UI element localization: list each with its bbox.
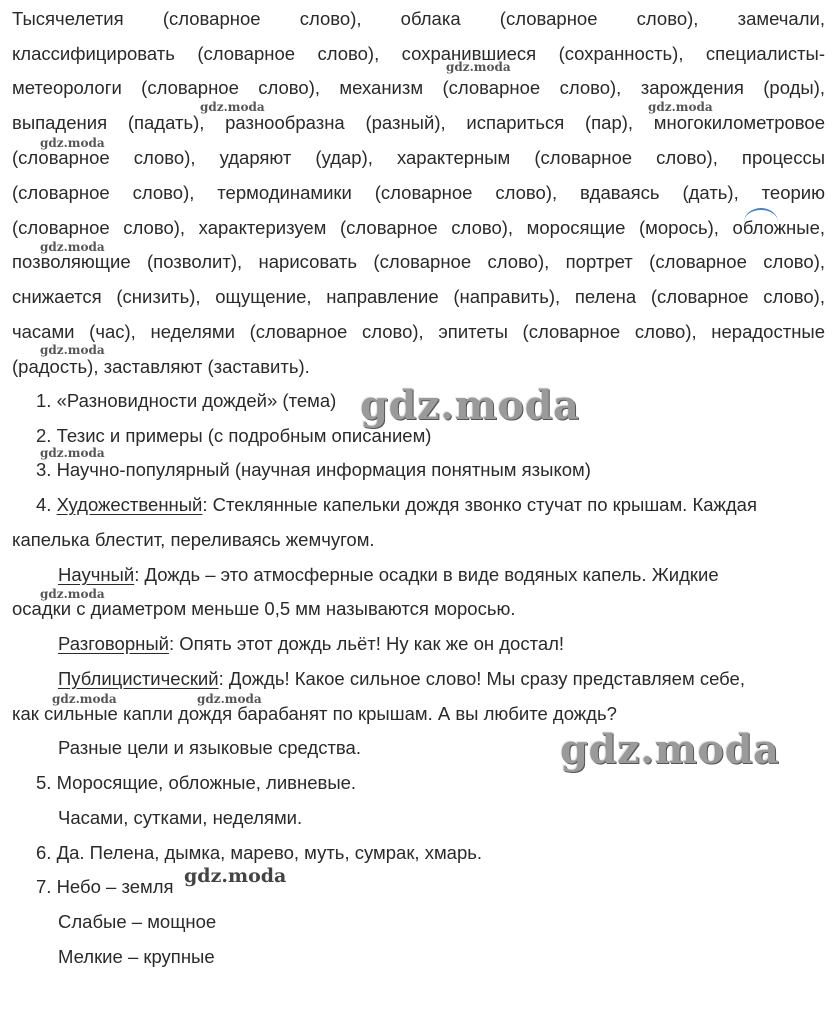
watermark: gdz.moda [40,136,105,150]
item-number: 4. [36,494,52,515]
paragraph-line: Тысячелетия (словарное слово), облака (словарное слово), замечали, [12,8,825,29]
style-label-scientific: Научный [58,564,135,585]
style-label-colloquial: Разговорный [58,633,169,654]
watermark: gdz.moda [184,865,287,887]
watermark: gdz.moda [446,60,511,74]
paragraph-line: позволяющие (позволит), нарисовать (словарное слово), портрет (словарное слово), [12,251,825,272]
list-item-7: 7. Небо – земля [36,876,174,897]
paragraph-line: метеорологи (словарное слово), механизм (словарное слово), зарождения (роды), [12,77,825,98]
watermark: gdz.moda [40,446,105,460]
style-text-continued: осадки с диаметром меньше 0,5 мм называются моросью. [12,598,516,619]
style-text: : Дождь! Какое сильное слово! Мы сразу представляем себе, [218,668,745,689]
watermark: gdz.moda [40,240,105,254]
watermark: gdz.moda [648,100,713,114]
style-colloquial [58,627,564,661]
list-item-7-continued: Мелкие – крупные [58,946,215,967]
style-text: : Опять этот дождь льёт! Ну как же он достал! [168,633,565,654]
list-item-7-continued: Слабые – мощное [58,911,217,932]
list-item-5-continued: Часами, сутками, неделями. [58,807,303,828]
paragraph-line: (словарное слово), ударяют (удар), характерным (словарное слово), процессы [12,147,825,168]
style-text: : Стеклянные капельки дождя звонко стучат по крышам. Каждая [202,494,757,515]
style-text: : Дождь – это атмосферные осадки в виде водяных капель. Жидкие [134,564,719,585]
style-text-continued: как сильные капли дождя барабанят по крышам. А вы любите дождь? [12,703,617,724]
watermark: gdz.moda [200,100,265,114]
list-item-1: 1. «Разновидности дождей» (тема) [36,390,337,411]
watermark: gdz.moda [197,692,262,706]
style-text-continued: капелька блестит, переливаясь жемчугом. [12,529,375,550]
style-label-artistic: Художественный [56,494,203,515]
paragraph-line: снижается (снизить), ощущение, направление (направить), пелена (словарное слово), [12,286,825,307]
watermark: gdz.moda [40,343,105,357]
style-label-publicistic: Публицистический [58,668,219,689]
paragraph-line: (словарное слово), характеризуем (словарное слово), моросящие (морось), обложные, [12,217,825,238]
paragraph-line: классифицировать (словарное слово), сохранившиеся (сохранность), специалисты- [12,43,825,64]
paragraph-line: (радость), заставляют (заставить). [12,356,310,377]
watermark: gdz.moda [40,587,105,601]
list-item-4 [36,488,757,522]
list-item-2: 2. Тезис и примеры (с подробным описанием) [36,425,432,446]
paragraph-line: выпадения (падать), разнообразна (разный), испариться (пар), многокилометровое [12,112,825,133]
paragraph-line: (словарное слово), термодинамики (словарное слово), вдаваясь (дать), теорию [12,182,825,203]
summary-line: Разные цели и языковые средства. [58,737,361,758]
list-item-5: 5. Моросящие, обложные, ливневые. [36,772,357,793]
list-item-6: 6. Да. Пелена, дымка, марево, муть, сумрак, хмарь. [36,842,483,863]
watermark: gdz.moda [360,382,580,429]
list-item-3: 3. Научно-популярный (научная информация понятным языком) [36,459,591,480]
paragraph-line: часами (час), неделями (словарное слово), эпитеты (словарное слово), нерадостные [12,321,825,342]
watermark: gdz.moda [52,692,117,706]
watermark: gdz.moda [560,726,780,773]
style-scientific [58,558,719,592]
style-publicistic [58,662,745,696]
